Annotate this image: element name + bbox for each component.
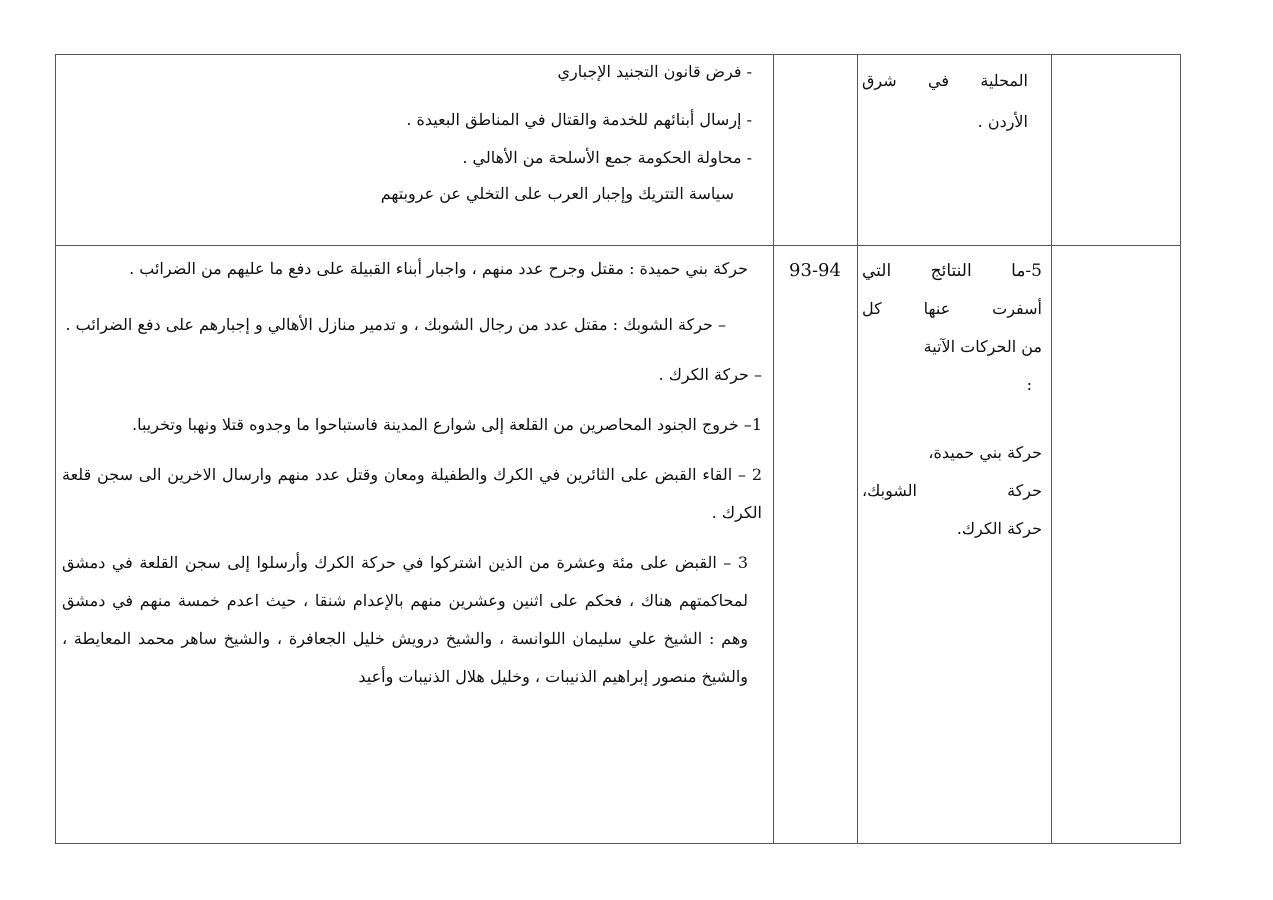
answer-line: - فرض قانون التجنيد الإجباري (557, 62, 752, 81)
answer-paragraph: 1– خروج الجنود المحاصرين من القلعة إلى شوارع المدينة فاستباحوا ما وجدوه قتلا ونهبا وتخريبا. (132, 415, 762, 434)
answer-line: سياسة التتريك وإجبار العرب على التخلي عن عروبتهم (380, 184, 734, 203)
table-column-divider (773, 54, 774, 844)
answer-paragraph: – حركة الشوبك : مقتل عدد من رجال الشوبك ، و تدمير منازل الأهالي و إجبارهم على دفع الضرائب . (65, 315, 726, 334)
page-reference: 93-94 (789, 260, 841, 281)
question-line: المحلية في شرق (862, 71, 1028, 90)
question-line: أسفرت عنها كل (862, 299, 1042, 318)
table-row-divider (55, 245, 1180, 246)
table-column-divider (1051, 54, 1052, 844)
answer-line: - إرسال أبنائهم للخدمة والقتال في المناطق البعيدة . (406, 110, 752, 129)
row2-question-cell (862, 252, 1042, 548)
table-border-top (55, 54, 1180, 55)
table-border-left (55, 54, 56, 844)
answer-paragraph: 2 – القاء القبض على الثائرين في الكرك والطفيلة ومعان وقتل عدد منهم وارسال الاخرين الى سجن قلعة الكرك . (62, 465, 762, 522)
table-border-right (1180, 54, 1181, 844)
question-line: 5-ما النتائج التي (862, 261, 1042, 281)
row2-answers-cell (62, 250, 762, 696)
row1-question-cell (862, 60, 1028, 142)
question-line: حركة الشوبك، (862, 481, 1042, 500)
answer-paragraph: 3 – القبض على مئة وعشرة من الذين اشتركوا في حركة الكرك وأرسلوا إلى سجن القلعة في دمشق لمحاكمتهم هناك ، فحكم على اثنين وعشرين منهم بالإعدام شنقا ، حيث اعدم خمسة منهم في دمشق وهم : الشيخ علي سليمان اللوانسة ، والشيخ درويش خليل الجعافرة ، والشيخ ساهر محمد المعايطة ، والشيخ منصور إبراهيم الذنيبات ، وخليل هلال الذنيبات وأعيد (62, 553, 748, 686)
table-column-divider (857, 54, 858, 844)
answer-paragraph: – حركة الكرك . (658, 365, 762, 384)
question-line: : (1026, 375, 1032, 394)
answer-paragraph: حركة بني حميدة : مقتل وجرح عدد منهم ، واجبار أبناء القبيلة على دفع ما عليهم من الضرائب . (129, 259, 748, 278)
row2-pages-cell (777, 252, 853, 290)
question-line: من الحركات الآتية (923, 337, 1042, 356)
table-border-bottom (55, 843, 1180, 844)
question-line: حركة بني حميدة، (928, 443, 1042, 462)
question-line: حركة الكرك. (956, 519, 1042, 538)
row1-answers-cell (70, 62, 760, 204)
answer-line: - محاولة الحكومة جمع الأسلحة من الأهالي . (462, 148, 752, 167)
question-line: الأردن . (977, 112, 1028, 131)
